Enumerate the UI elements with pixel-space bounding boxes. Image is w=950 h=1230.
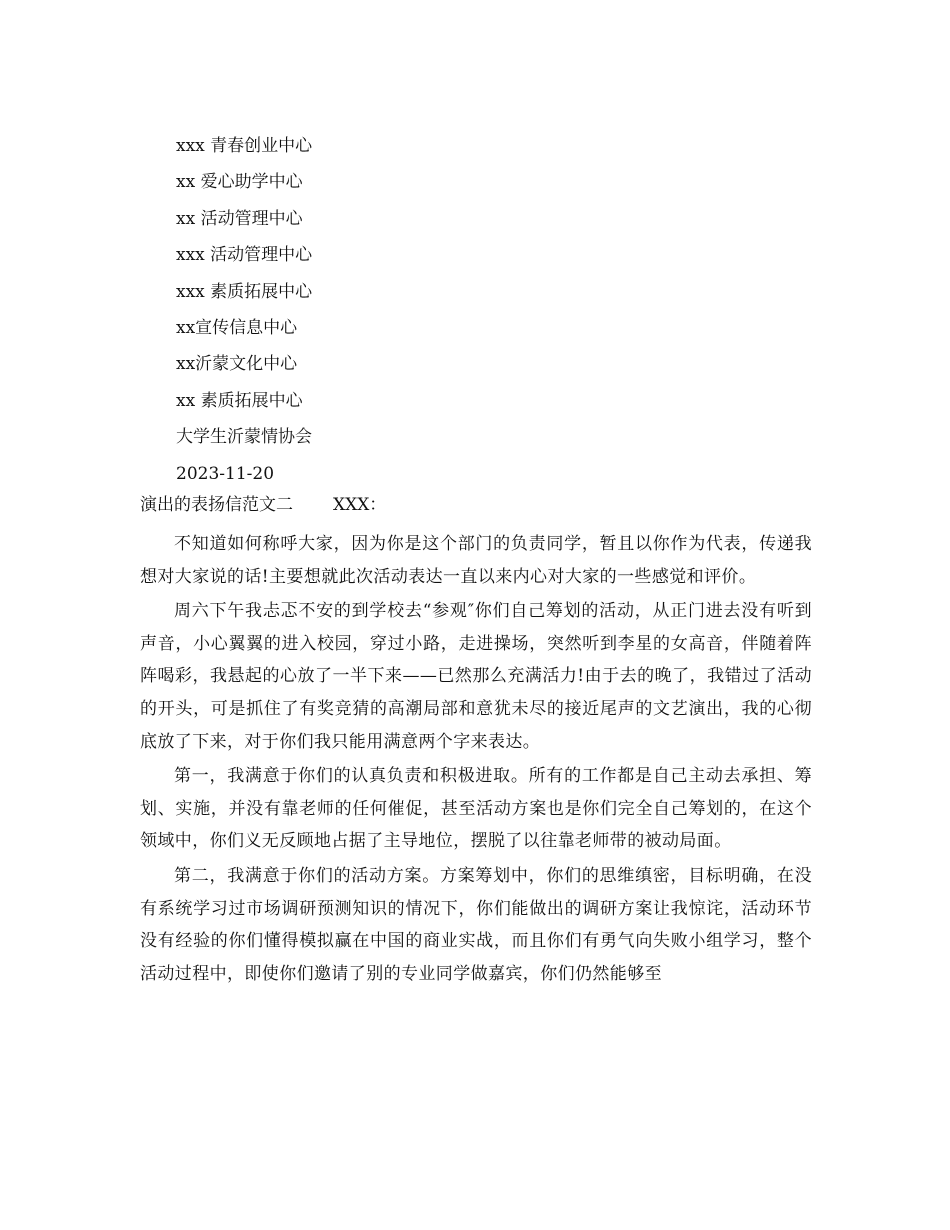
- letter-title: 演出的表扬信范文二: [140, 495, 293, 515]
- letter-heading: [140, 490, 386, 520]
- body-paragraph: 不知道如何称呼大家，因为你是这个部门的负责同学，暂且以你作为代表，传递我想对大家说的话!主要想就此次活动表达一直以来内心对大家的一些感觉和评价。: [140, 534, 812, 587]
- body-paragraph: 第二，我满意于你们的活动方案。方案筹划中，你们的思维缜密，目标明确，在没有系统学习过市场调研预测知识的情况下，你们能做出的调研方案让我惊诧，活动环节没有经验的你们懂得模拟赢在中国的商业实战，而且你们有勇气向失败小组学习，整个活动过程中，即使你们邀请了别的专业同学做嘉宾，你们仍然能够至: [140, 865, 812, 984]
- signature-line: xxx 活动管理中心: [176, 245, 313, 266]
- signature-line: xx沂蒙文化中心: [176, 354, 298, 375]
- signature-line: xxx 素质拓展中心: [176, 281, 313, 302]
- signature-line: xx 素质拓展中心: [176, 390, 303, 411]
- signature-line: xx宣传信息中心: [176, 317, 298, 338]
- letter-addressee: XXX：: [333, 495, 387, 515]
- letter-body: [140, 528, 812, 992]
- signature-line: xxx 青春创业中心: [176, 136, 313, 156]
- signature-list: [176, 128, 776, 492]
- signature-line: xx 爱心助学中心: [176, 172, 303, 193]
- signature-organization: 大学生沂蒙情协会: [176, 427, 312, 448]
- signature-line: xx 活动管理中心: [176, 208, 303, 229]
- signature-date: 2023-11-20: [176, 463, 275, 484]
- body-paragraph: 第一，我满意于你们的认真负责和积极进取。所有的工作都是自己主动去承担、筹划、实施，并没有靠老师的任何催促，甚至活动方案也是你们完全自己筹划的，在这个领域中，你们义无反顾地占据了主导地位，摆脱了以往靠老师带的被动局面。: [140, 766, 812, 852]
- body-paragraph: 周六下午我忐忑不安的到学校去“参观″你们自己筹划的活动，从正门进去没有听到声音，小心翼翼的进入校园，穿过小路，走进操场，突然听到李星的女高音，伴随着阵阵喝彩，我悬起的心放了一半下来——已然那么充满活力!由于去的晚了，我错过了活动的开头，可是抓住了有奖竞猜的高潮局部和意犹未尽的接近尾声的文艺演出，我的心彻底放了下来，对于你们我只能用满意两个字来表达。: [140, 601, 812, 752]
